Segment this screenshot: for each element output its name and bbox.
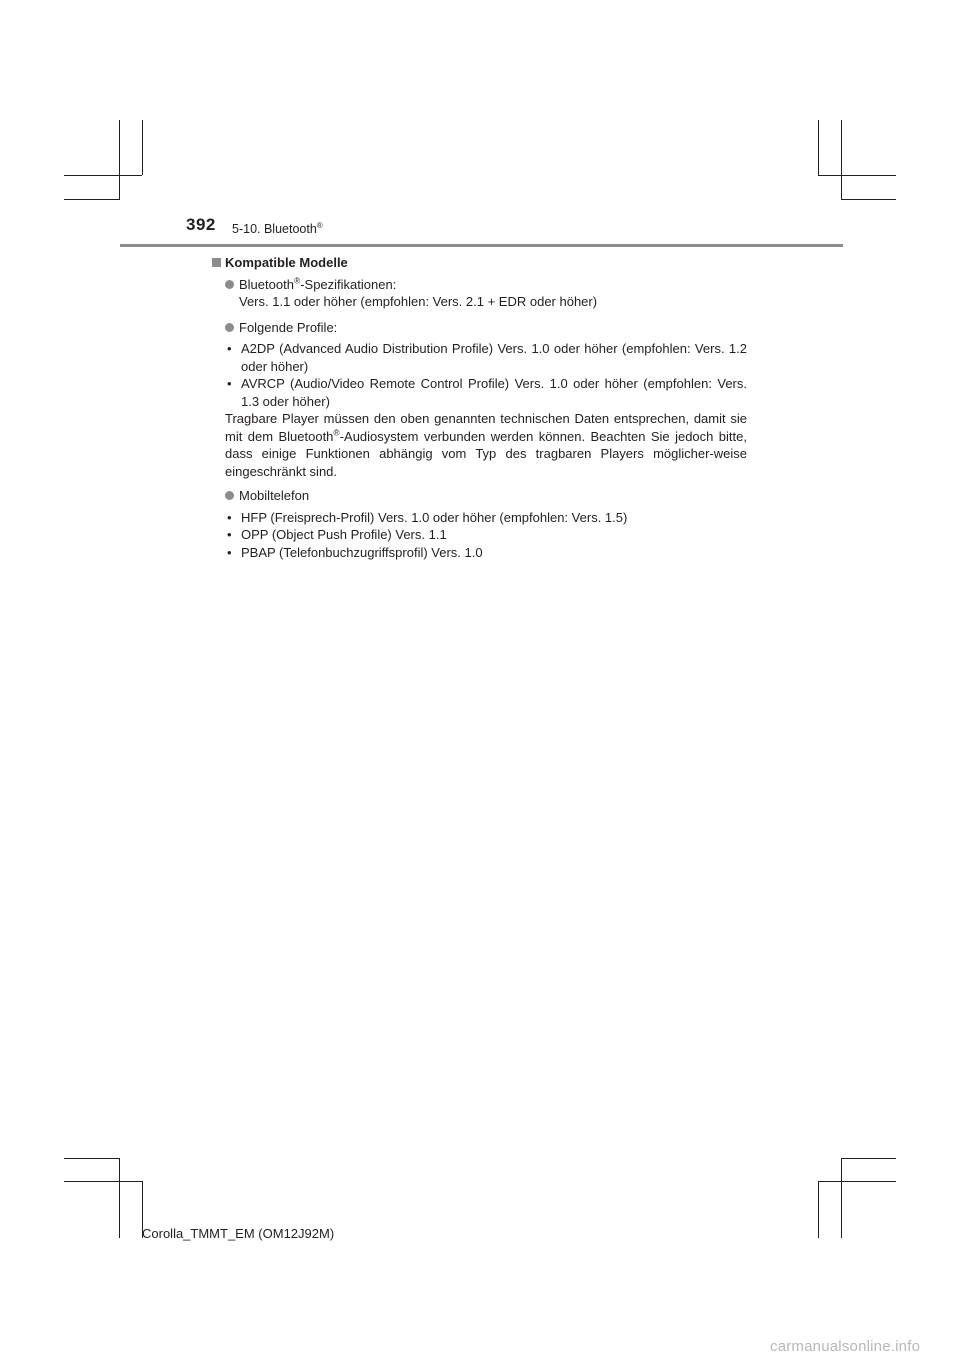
list-marker: • [227, 509, 232, 525]
paragraph-text: -Audiosystem verbunden werden können. Beachten Sie jedoch bitte, dass einige Funktionen abhängig vom Typ des tragbaren Players möglicher-weise eingeschränkt sind. [225, 428, 747, 479]
crop-mark [119, 120, 120, 200]
section-title: 5-10. Bluetooth [232, 222, 317, 237]
circle-bullet-icon [225, 280, 234, 289]
list-item [212, 526, 747, 544]
paragraph [225, 410, 747, 480]
bullet-text-line2: Vers. 1.1 oder höher (empfohlen: Vers. 2.1 + EDR oder höher) [239, 294, 598, 309]
footer-document-code: Corolla_TMMT_EM (OM12J92M) [142, 1226, 335, 1241]
crop-mark [841, 1158, 896, 1159]
crop-mark [841, 1158, 842, 1238]
bullet-label: Folgende Profile: [239, 319, 338, 335]
bullet-label: Mobiltelefon [239, 488, 310, 503]
registered-mark: ® [316, 221, 323, 230]
list-item-text: OPP (Object Push Profile) Vers. 1.1 [241, 527, 447, 542]
phone-profile-list [212, 509, 747, 562]
bullet-text-prefix: Bluetooth [239, 276, 294, 292]
page-number: 392 [186, 215, 216, 234]
watermark: carmanualsonline.info [770, 1338, 921, 1355]
list-marker: • [227, 341, 232, 356]
crop-mark [64, 199, 119, 200]
bullet-bluetooth-spec [212, 276, 747, 311]
section-heading-text: Kompatible Modelle [225, 255, 348, 270]
crop-mark [841, 120, 842, 200]
section-header [232, 221, 323, 236]
circle-bullet-icon [225, 491, 234, 500]
list-item-text: PBAP (Telefonbuchzugriffsprofil) Vers. 1.0 [241, 544, 483, 560]
crop-mark [64, 1158, 119, 1159]
crop-mark [119, 1158, 120, 1238]
square-bullet-icon [212, 258, 221, 267]
list-item [212, 509, 747, 527]
main-content [212, 254, 747, 561]
crop-mark [64, 1181, 142, 1182]
list-item [212, 375, 747, 410]
paragraph-text: Tragbare Player müssen den oben genannten technischen Daten entsprechen, damit sie mit dem Bluetooth [225, 411, 747, 444]
crop-mark [818, 120, 819, 175]
crop-mark [142, 120, 143, 175]
list-item-text: AVRCP (Audio/Video Remote Control Profile) Vers. 1.0 oder höher (empfohlen: Vers. 1.3 oder höher) [241, 376, 747, 409]
list-item-text: HFP (Freisprech-Profil) Vers. 1.0 oder höher (empfohlen: Vers. 1.5) [241, 509, 628, 525]
crop-mark [64, 175, 142, 176]
registered-mark: ® [293, 275, 301, 286]
list-item-text: A2DP (Advanced Audio Distribution Profile) Vers. 1.0 oder höher (empfohlen: Vers. 1.2 oder höher) [241, 341, 747, 374]
bullet-text-suffix: -Spezifikationen: [300, 276, 397, 292]
bullet-mobile-phone [212, 487, 747, 505]
circle-bullet-icon [225, 323, 234, 332]
section-heading [212, 254, 747, 272]
list-marker: • [227, 527, 232, 542]
list-marker: • [227, 544, 232, 560]
header-rule [120, 244, 843, 247]
profile-list [212, 340, 747, 410]
bullet-text [239, 276, 747, 294]
list-item [212, 544, 747, 562]
list-marker: • [227, 376, 232, 391]
crop-mark [818, 175, 896, 176]
crop-mark [818, 1181, 896, 1182]
list-item [212, 340, 747, 375]
bullet-profiles [212, 319, 747, 337]
registered-mark: ® [333, 427, 340, 438]
crop-mark [841, 199, 896, 200]
crop-mark [818, 1181, 819, 1238]
